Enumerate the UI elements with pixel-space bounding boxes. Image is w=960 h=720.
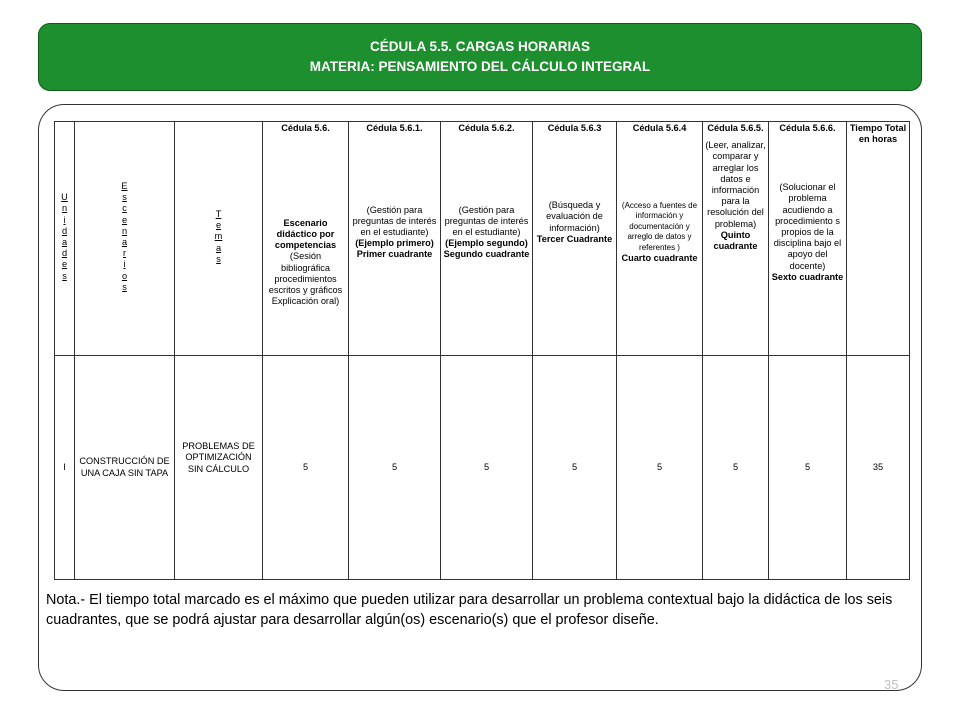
vertical-letter: a [121, 237, 128, 247]
cedula-5-6-6-title: Cédula 5.6.6. [779, 123, 836, 133]
tiempo-total-label: Tiempo Total en horas [849, 123, 907, 145]
cedula-5-6-5-title: Cédula 5.6.5. [707, 123, 764, 133]
header-cedula-5-6-1 [349, 122, 441, 356]
vertical-letter: s [62, 270, 67, 281]
vertical-letter: E [121, 180, 128, 191]
cedula-5-6-4-title: Cédula 5.6.4 [632, 123, 687, 133]
cedula-5-6-4-bold: Cuarto cuadrante [621, 253, 698, 264]
vertical-letter: d [61, 248, 68, 259]
escenarios-label [77, 123, 172, 351]
value-cell-cedula-5-6-6: 5 [769, 356, 847, 580]
header-title: CÉDULA 5.5. CARGAS HORARIAS [369, 39, 591, 54]
cedula-5-6-5-bold: Quinto cuadrante [713, 229, 758, 252]
vertical-letter: o [121, 270, 128, 281]
vertical-letter: a [61, 237, 68, 247]
cedula-5-6-2-body: (Gestión para preguntas de interés en el estudiante) [444, 204, 529, 237]
cedula-5-6-1-body: (Gestión para preguntas de interés en el estudiante) [352, 204, 437, 237]
cedula-5-6-1-title: Cédula 5.6.1. [366, 123, 423, 133]
vertical-letter: n [61, 203, 68, 214]
table-row [55, 356, 910, 580]
cedula-5-6-title: Cédula 5.6. [281, 123, 330, 133]
cedula-5-6-3-title: Cédula 5.6.3 [547, 123, 602, 133]
header-cedula-5-6-4 [617, 122, 703, 356]
header-subtitle: MATERIA: PENSAMIENTO DEL CÁLCULO INTEGRAL [309, 59, 651, 74]
temas-label [177, 123, 260, 351]
escenario-cell: CONSTRUCCIÓN DE UNA CAJA SIN TAPA [75, 356, 175, 580]
vertical-letter: e [215, 220, 222, 231]
header-escenarios [75, 122, 175, 356]
cargas-horarias-table [54, 121, 910, 580]
vertical-letter: e [61, 259, 68, 270]
vertical-letter: a [215, 242, 222, 253]
page-number: 35 [884, 677, 899, 692]
cedula-5-6-3-body: (Búsqueda y evaluación de información) [546, 200, 603, 233]
header-cedula-5-6-5 [703, 122, 769, 356]
cedula-5-6-6-bold: Sexto cuadrante [771, 271, 844, 282]
tema-cell: PROBLEMAS DE OPTIMIZACIÓN SIN CÁLCULO [175, 356, 263, 580]
header-temas [175, 122, 263, 356]
unidad-cell: I [55, 356, 75, 580]
vertical-letter: c [122, 203, 127, 214]
vertical-letter: m [214, 231, 223, 242]
header-cedula-5-6-2 [441, 122, 533, 356]
total-cell: 35 [847, 356, 910, 580]
cedula-5-6-2-title: Cédula 5.6.2. [458, 123, 515, 133]
value-cell-cedula-5-6-5: 5 [703, 356, 769, 580]
nota-text: Nota.- El tiempo total marcado es el máximo que pueden utilizar para desarrollar un problema contextual bajo la didáctica de los seis cuadrantes, que se podrá ajustar para desarrollar algún(os) escenario(s) que el profesor diseñe. [46, 592, 893, 628]
unidades-label [57, 123, 72, 351]
cedula-5-6-bold: Escenario didáctico por competencias [274, 217, 337, 251]
cedula-5-6-5-body: (Leer, analizar, comparar y arreglar los datos e información para la resolución del problema) [705, 140, 766, 229]
value-cell-cedula-5-6-3: 5 [533, 356, 617, 580]
table-header-row [55, 122, 910, 356]
header-cedula-5-6 [263, 122, 349, 356]
cedula-5-6-6-body: (Solucionar el problema acudiendo a procedimiento s propios de la disciplina bajo el apoyo del docente) [773, 182, 842, 271]
vertical-letter: s [122, 192, 127, 203]
value-cell-cedula-5-6: 5 [263, 356, 349, 580]
vertical-letter: s [122, 281, 127, 292]
vertical-letter: s [216, 253, 221, 264]
header-cedula-5-6-6 [769, 122, 847, 356]
header-unidades [55, 122, 75, 356]
vertical-letter: U [61, 192, 68, 203]
value-cell-cedula-5-6-4: 5 [617, 356, 703, 580]
cedula-5-6-body: (Sesión bibliográfica procedimientos escritos y gráficos Explicación oral) [268, 251, 343, 307]
cedula-5-6-3-bold: Tercer Cuadrante [536, 233, 613, 244]
cedula-5-6-2-bold: (Ejemplo segundo) Segundo cuadrante [443, 238, 530, 260]
value-cell-cedula-5-6-2: 5 [441, 356, 533, 580]
vertical-letter: e [121, 214, 128, 225]
header-tiempo-total [847, 122, 910, 356]
cedula-5-6-1-bold: (Ejemplo primero) Primer cuadrante [355, 238, 434, 260]
value-cell-cedula-5-6-1: 5 [349, 356, 441, 580]
vertical-letter: T [215, 208, 222, 219]
vertical-letter: i [63, 214, 66, 225]
vertical-letter: r [122, 248, 127, 259]
vertical-letter: n [121, 225, 128, 236]
header-banner [38, 23, 922, 91]
vertical-letter: i [123, 259, 126, 270]
vertical-letter: d [61, 225, 68, 236]
cedula-5-6-4-body: (Acceso a fuentes de información y documentación y arreglo de datos y referentes ) [621, 200, 698, 252]
header-cedula-5-6-3 [533, 122, 617, 356]
